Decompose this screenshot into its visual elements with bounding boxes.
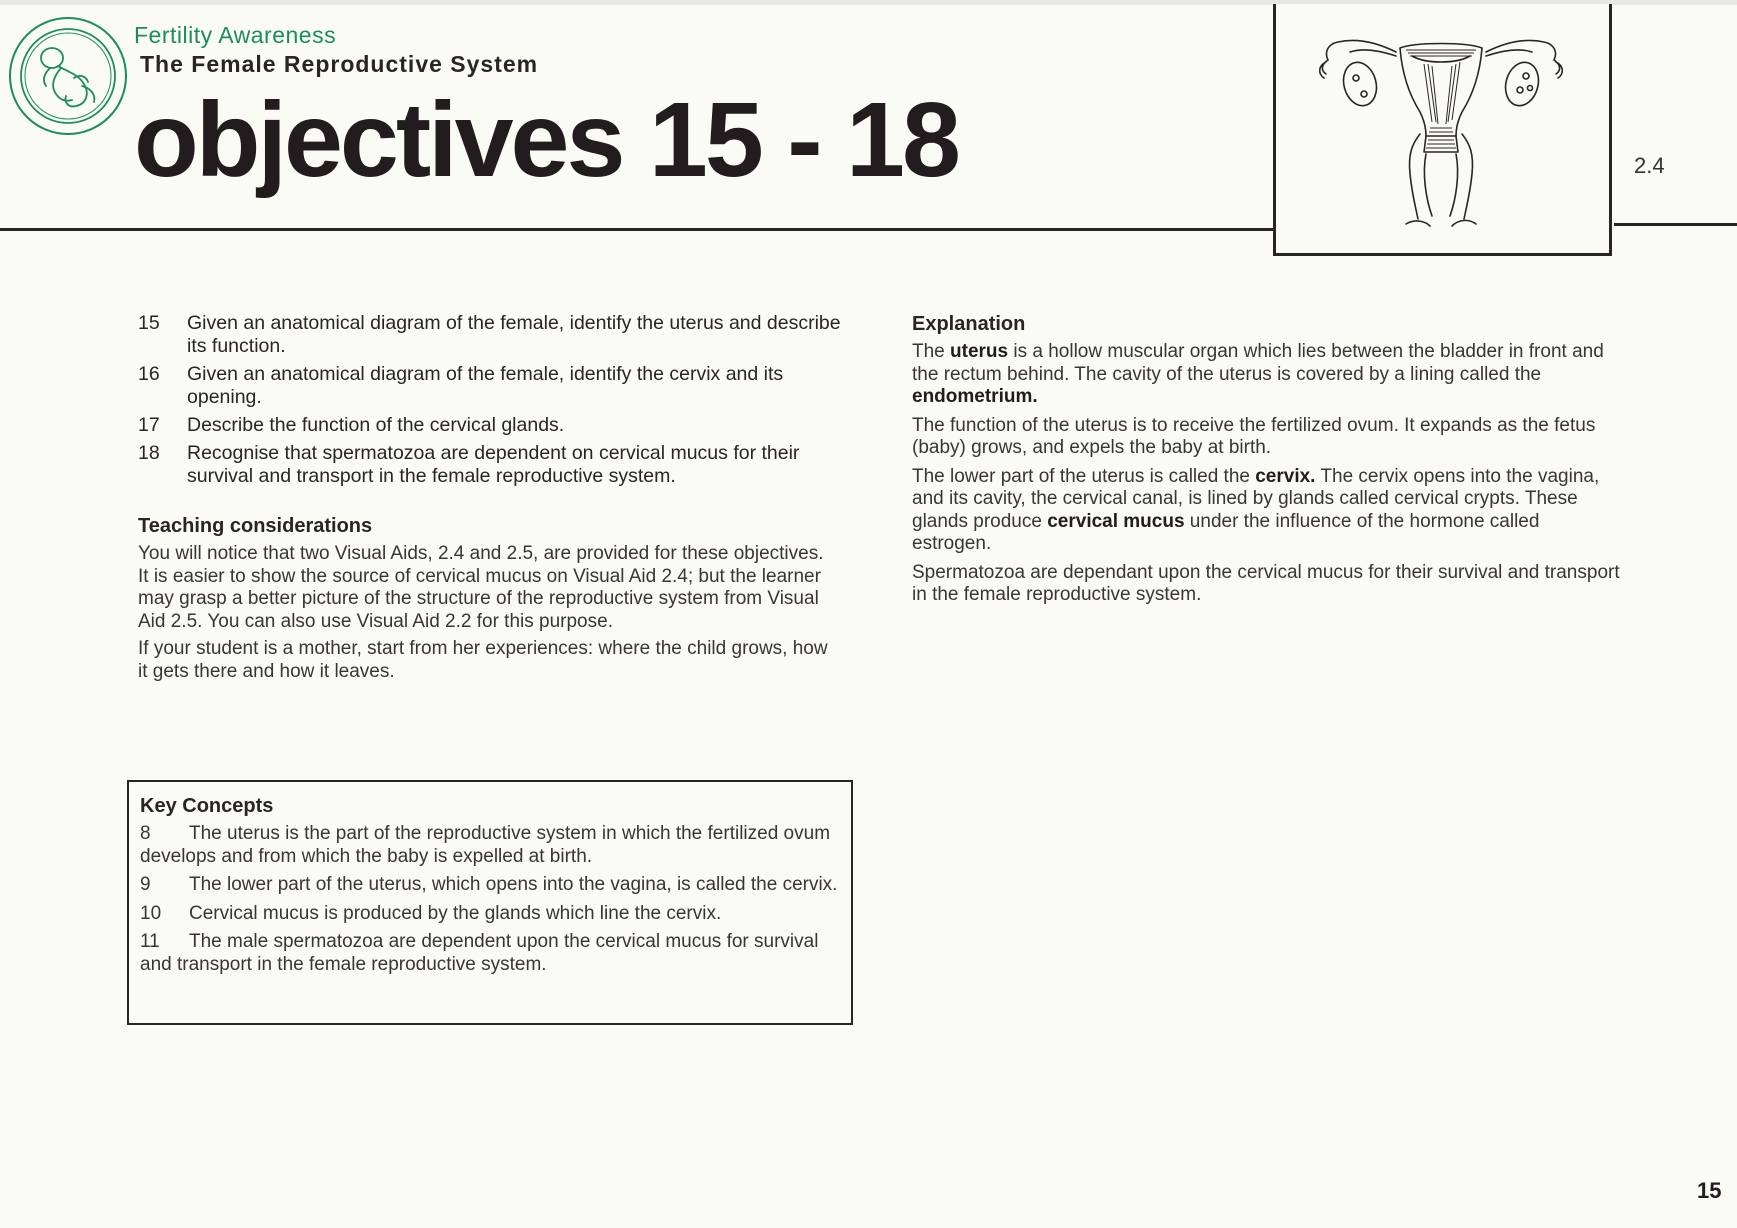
- objective-text: Describe the function of the cervical glands.: [187, 414, 565, 436]
- explanation-paragraph: [912, 466, 1622, 556]
- teaching-paragraph: You will notice that two Visual Aids, 2.4 and 2.5, are provided for these objectives. It is easier to show the source of cervical mucus on Visual Aid 2.4; but the learner may grasp a better picture of the structure of the reproductive system from Visual Aid 2.5. You can also use Visual Aid 2.2 for this purpose.: [138, 543, 824, 632]
- text-run: The: [912, 341, 951, 362]
- text-run: under the influence of the hormone called estrogen.: [912, 510, 1540, 554]
- key-concept-item: [140, 874, 840, 897]
- explanation-heading: Explanation: [912, 313, 1026, 335]
- header-rule: [0, 228, 1275, 231]
- key-concept-number: 9: [140, 874, 151, 895]
- objectives-list: [138, 312, 858, 493]
- teaching-body: [138, 543, 838, 688]
- objective-item: [138, 442, 858, 488]
- key-concepts-list: [140, 823, 840, 982]
- key-concept-item: [140, 931, 840, 976]
- bold-term: endometrium.: [912, 386, 1038, 407]
- key-concept-item: [140, 903, 840, 926]
- objective-text: Recognise that spermatozoa are dependent on cervical mucus for their survival and transport in the female reproductive system.: [187, 442, 800, 487]
- bold-term: cervical mucus: [1047, 510, 1185, 532]
- key-concept-item: [140, 823, 840, 868]
- baby-logo-icon: [6, 16, 130, 136]
- objective-text: Given an anatomical diagram of the female, identify the uterus and describe its function.: [187, 312, 841, 357]
- bold-term: cervix.: [1255, 465, 1316, 487]
- objective-text: Given an anatomical diagram of the female, identify the cervix and its opening.: [187, 363, 784, 408]
- objective-number: 15: [138, 312, 160, 334]
- visual-aid-number: 2.4: [1634, 153, 1665, 178]
- page-number: 15: [1697, 1178, 1722, 1203]
- uterus-diagram-icon: [1276, 4, 1609, 250]
- objective-item: [138, 363, 858, 409]
- text-run: The cervix opens into the vagina, and its cavity, the cervical canal, is lined by glands called cervical crypts. These glands produce: [912, 465, 1600, 532]
- series-title: Fertility Awareness: [134, 22, 337, 48]
- uterus-diagram-box: [1273, 4, 1612, 256]
- teaching-heading: Teaching considerations: [138, 515, 373, 537]
- page-title: objectives 15 - 18: [134, 81, 958, 199]
- section-subtitle: The Female Reproductive System: [140, 51, 539, 77]
- objective-item: [138, 414, 858, 437]
- key-concept-text: The male spermatozoa are dependent upon the cervical mucus for survival and transport in the female reproductive system.: [140, 931, 819, 975]
- text-run: The lower part of the uterus is called the: [912, 465, 1256, 487]
- bold-term: uterus: [950, 341, 1009, 362]
- explanation-paragraph: [912, 341, 1622, 409]
- header-rule-right: [1614, 223, 1737, 226]
- key-concept-number: 8: [140, 823, 151, 844]
- key-concept-text: Cervical mucus is produced by the glands which line the cervix.: [189, 902, 722, 924]
- key-concept-text: The lower part of the uterus, which opens into the vagina, is called the cervix.: [189, 874, 838, 895]
- objective-number: 17: [138, 414, 160, 436]
- key-concepts-heading: Key Concepts: [140, 795, 274, 817]
- text-run: is a hollow muscular organ which lies between the bladder in front and the rectum behind. The cavity of the uterus is covered by a lining called the: [912, 341, 1604, 385]
- key-concept-number: 10: [140, 902, 162, 924]
- objective-item: [138, 312, 858, 358]
- explanation-paragraph: Spermatozoa are dependant upon the cervical mucus for their survival and transport in the female reproductive system.: [912, 561, 1620, 605]
- key-concept-number: 11: [140, 931, 160, 952]
- objective-number: 16: [138, 363, 160, 385]
- teaching-paragraph: If your student is a mother, start from her experiences: where the child grows, how it gets there and how it leaves.: [138, 638, 828, 682]
- key-concept-text: The uterus is the part of the reproductive system in which the fertilized ovum develops and from which the baby is expelled at birth.: [140, 823, 831, 867]
- explanation-body: [912, 341, 1622, 613]
- explanation-paragraph: The function of the uterus is to receive the fertilized ovum. It expands as the fetus (baby) grows, and expels the baby at birth.: [912, 414, 1596, 458]
- objective-number: 18: [138, 442, 160, 464]
